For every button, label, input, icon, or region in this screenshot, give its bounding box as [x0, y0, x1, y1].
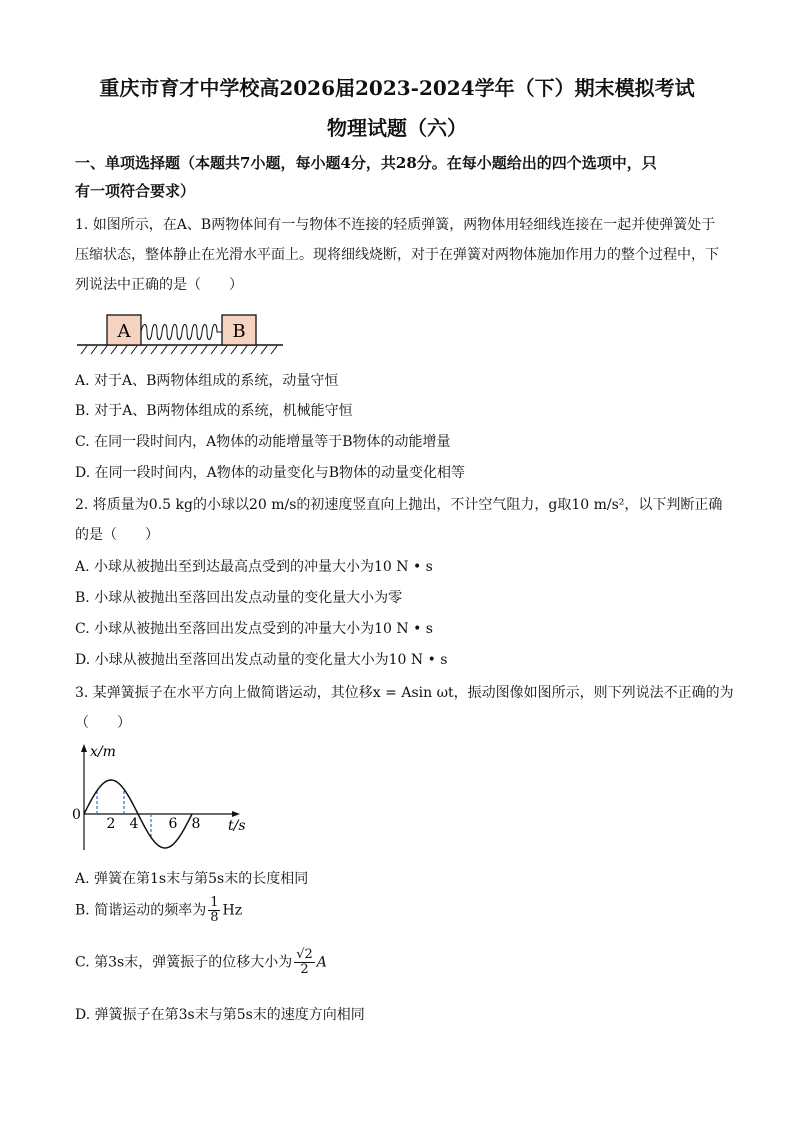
- tick-8: 8: [191, 816, 201, 832]
- tick-2: 2: [106, 816, 116, 832]
- q2-option-d: D. 小球从被抛出至落回出发点动量的变化量大小为10 N • s: [75, 652, 448, 668]
- q3-stem-line1: 3. 某弹簧振子在水平方向上做简谐运动，其位移x = Asin ωt，振动图像如图所示，则下列说法不正确的为: [75, 685, 734, 701]
- q3-option-d: D. 弹簧振子在第3s末与第5s末的速度方向相同: [75, 1007, 365, 1023]
- q2-option-b: B. 小球从被抛出至落回出发点动量的变化量大小为零: [75, 590, 403, 606]
- y-axis-label: x/m: [90, 744, 116, 760]
- x-axis-arrow: [232, 811, 240, 817]
- fraction-root2-over-2: [294, 948, 315, 977]
- section-heading: 一、单项选择题（本题共7小题，每小题4分，共28分。在每小题给出的四个选项中，只: [75, 154, 657, 172]
- fraction-one-eighth: [208, 896, 220, 925]
- q1-option-a: A. 对于A、B两物体组成的系统，动量守恒: [75, 373, 339, 389]
- block-b-label: B: [232, 321, 246, 342]
- q2-option-c: C. 小球从被抛出至落回出发点受到的冲量大小为10 N • s: [75, 621, 433, 637]
- q1-stem-line1: 1. 如图所示，在A、B两物体间有一与物体不连接的轻质弹簧，两物体用轻细线连接在一起并使弹簧处于: [75, 217, 716, 233]
- q1-stem-line3: 列说法中正确的是（ ）: [75, 277, 243, 293]
- q3-stem-line2: （ ）: [75, 715, 131, 731]
- q1-option-d: D. 在同一段时间内，A物体的动量变化与B物体的动量变化相等: [75, 465, 466, 481]
- q2-stem-line1: 2. 将质量为0.5 kg的小球以20 m/s的初速度竖直向上抛出，不计空气阻力，g取10 m/s²，以下判断正确: [75, 497, 723, 513]
- q3-option-c-suffix: A: [316, 954, 327, 971]
- block-a-label: A: [117, 321, 131, 342]
- q1-option-b: B. 对于A、B两物体组成的系统，机械能守恒: [75, 403, 353, 419]
- q1-option-c: C. 在同一段时间内，A物体的动能增量等于B物体的动能增量: [75, 434, 451, 450]
- q3-option-b-unit: Hz: [222, 902, 243, 919]
- origin-label: 0: [72, 807, 81, 823]
- q3-option-c-prefix: C. 第3s末，弹簧振子的位移大小为: [75, 954, 293, 971]
- q3-option-b-prefix: B. 简谐运动的频率为: [75, 902, 207, 919]
- fraction-denominator: 2: [300, 962, 309, 977]
- q1-stem-line2: 压缩状态，整体静止在光滑水平面上。现将细线烧断，对于在弹簧对两物体施加作用力的整个过程中，下: [75, 247, 719, 263]
- q3-option-a: A. 弹簧在第1s末与第5s末的长度相同: [75, 871, 309, 887]
- q2-stem-line2: 的是（ ）: [75, 527, 159, 543]
- exam-title-line1: 重庆市育才中学校高2026届2023-2024学年（下）期末模拟考试: [99, 76, 695, 100]
- section-heading-cont: 有一项符合要求）: [75, 182, 196, 200]
- y-axis-arrow: [81, 744, 87, 752]
- exam-title-line2: 物理试题（六）: [327, 116, 467, 140]
- q3-oscillation-graph: [70, 742, 255, 854]
- fraction-denominator: 8: [210, 910, 219, 925]
- q3-option-c: [75, 948, 735, 977]
- x-axis-label: t/s: [228, 818, 246, 834]
- tick-6: 6: [168, 816, 178, 832]
- q1-spring-figure: [75, 312, 290, 356]
- fraction-numerator: 1: [210, 895, 219, 910]
- fraction-numerator: √2: [296, 947, 313, 962]
- q3-option-b: [75, 896, 735, 925]
- q2-option-a: A. 小球从被抛出至到达最高点受到的冲量大小为10 N • s: [75, 559, 433, 575]
- spring: [141, 325, 222, 340]
- tick-4: 4: [129, 816, 139, 832]
